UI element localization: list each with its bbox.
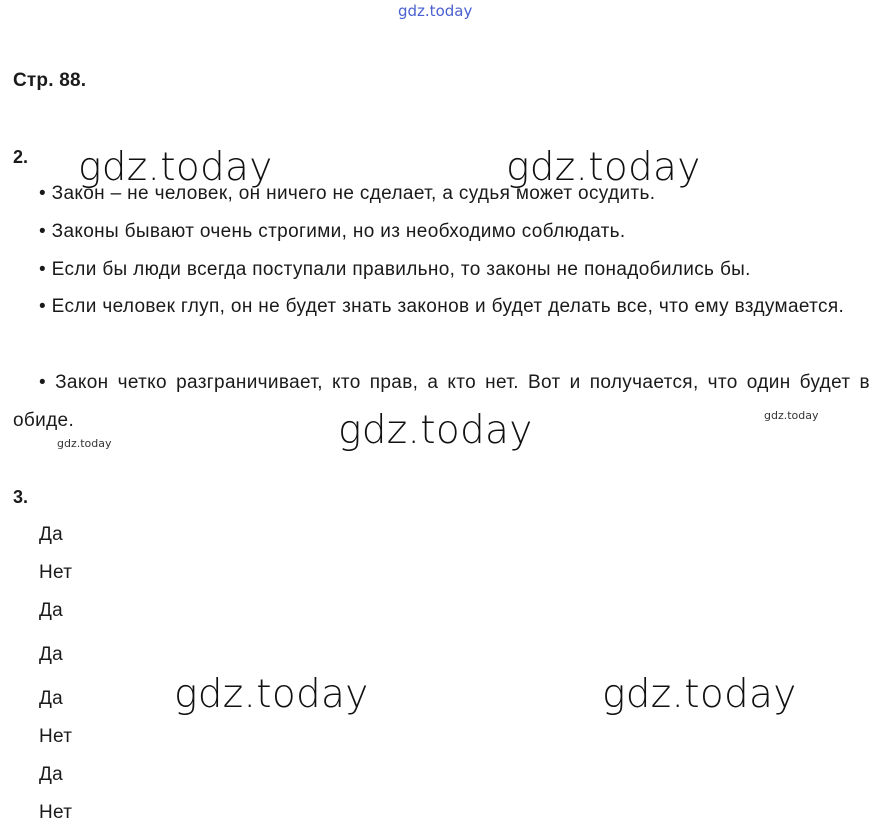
watermark-large: gdz.today — [338, 408, 533, 453]
task-3-answer: Да — [39, 764, 64, 785]
watermark-large: gdz.today — [78, 145, 273, 190]
task-2-item: • Закон – не человек, он ничего не сделает, а судья может осудить. — [39, 183, 656, 204]
task-2-item: • Если бы люди всегда поступали правильно, то законы не понадобились бы. — [39, 259, 751, 280]
task-2-item: • Закон четко разграничивает, кто прав, а кто нет. Вот и получается, что один будет в обиде. — [13, 372, 870, 431]
watermark-large: gdz.today — [174, 672, 369, 717]
watermark-large: gdz.today — [602, 672, 797, 717]
task-2-item: • Законы бывают очень строгими, но из необходимо соблюдать. — [39, 221, 626, 242]
task-3-answer: Нет — [39, 802, 73, 823]
page-reference: Стр. 88. — [13, 70, 87, 91]
task-3-number: 3. — [13, 487, 29, 507]
task-2-number: 2. — [13, 147, 29, 167]
task-3-answer: Нет — [39, 726, 73, 747]
task-3-answer: Нет — [39, 562, 73, 583]
task-3-answer: Да — [39, 524, 64, 545]
task-3-answer: Да — [39, 600, 64, 621]
watermark-large: gdz.today — [506, 145, 701, 190]
task-3-answer: Да — [39, 688, 64, 709]
watermark-small: gdz.today — [764, 409, 819, 422]
watermark-top: gdz.today — [398, 2, 473, 20]
task-3-answer: Да — [39, 644, 64, 665]
watermark-small: gdz.today — [57, 437, 112, 450]
task-2-item: • Если человек глуп, он не будет знать законов и будет делать все, что ему вздумается. — [39, 296, 845, 317]
